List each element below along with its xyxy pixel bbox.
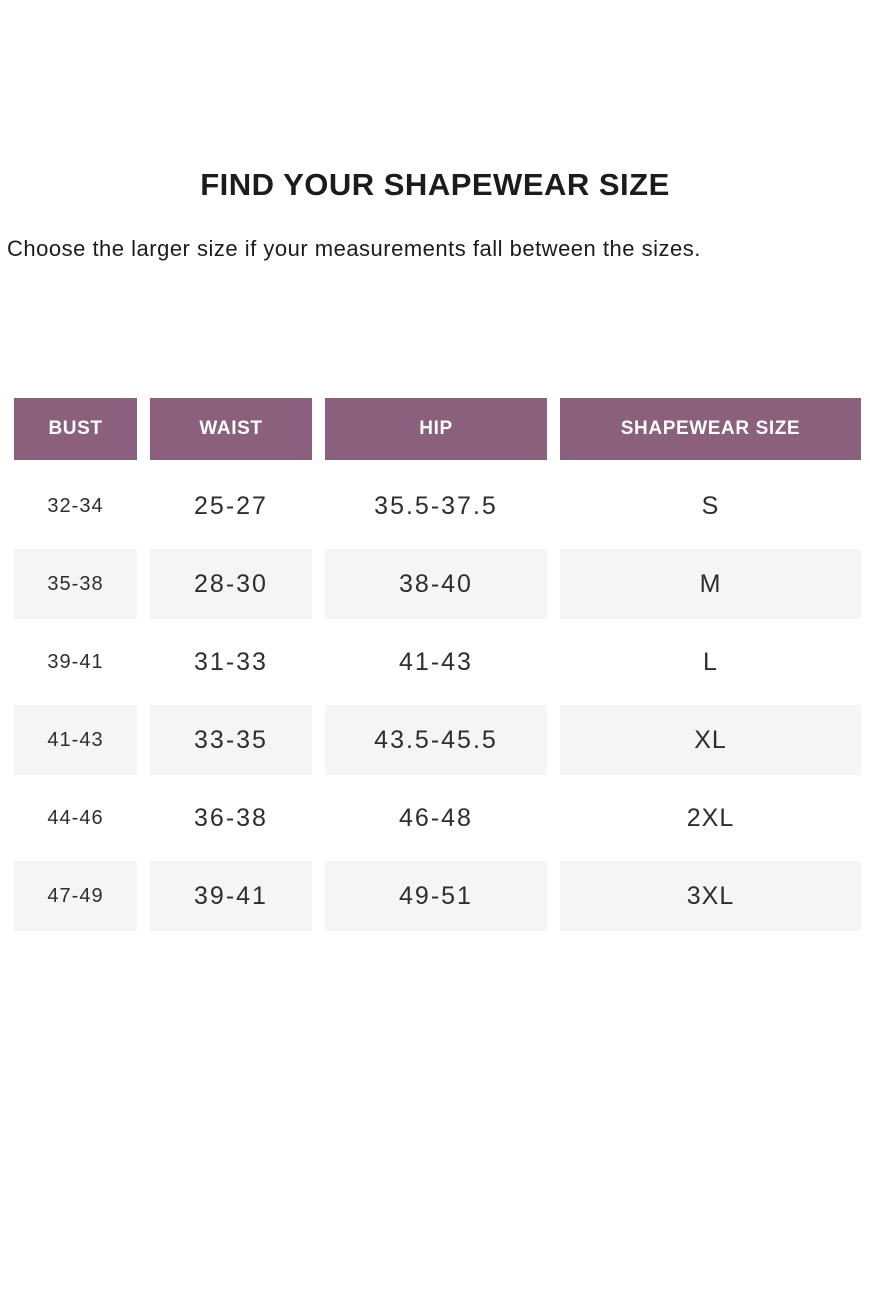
table-row [14, 545, 861, 623]
hip-cell: 49-51 [325, 861, 547, 931]
size-chart-table [14, 398, 861, 935]
waist-cell: 36-38 [194, 803, 268, 832]
hip-cell: 41-43 [399, 647, 473, 676]
column-header-waist: WAIST [150, 398, 312, 460]
size-cell: S [701, 491, 720, 520]
table-row [14, 857, 861, 935]
hip-cell: 43.5-45.5 [325, 705, 547, 775]
bust-cell: 44-46 [47, 806, 104, 829]
hip-cell: 38-40 [325, 549, 547, 619]
table-row [14, 623, 861, 701]
size-cell: 3XL [560, 861, 861, 931]
hip-cell: 35.5-37.5 [374, 491, 498, 520]
page-title: FIND YOUR SHAPEWEAR SIZE [200, 167, 670, 202]
table-row [14, 701, 861, 779]
table-header-row [14, 398, 861, 460]
column-header-hip: HIP [325, 398, 547, 460]
bust-cell: 35-38 [14, 549, 137, 619]
size-cell: M [560, 549, 861, 619]
size-cell: XL [560, 705, 861, 775]
column-header-shapewear-size: SHAPEWEAR SIZE [560, 398, 861, 460]
bust-cell: 32-34 [47, 494, 104, 517]
size-cell: L [703, 647, 718, 676]
column-header-bust: BUST [14, 398, 137, 460]
waist-cell: 25-27 [194, 491, 268, 520]
waist-cell: 39-41 [150, 861, 312, 931]
bust-cell: 41-43 [14, 705, 137, 775]
table-body [14, 467, 861, 935]
waist-cell: 28-30 [150, 549, 312, 619]
hip-cell: 46-48 [399, 803, 473, 832]
waist-cell: 33-35 [150, 705, 312, 775]
page-subtitle: Choose the larger size if your measurements fall between the sizes. [7, 236, 701, 261]
bust-cell: 47-49 [14, 861, 137, 931]
table-row [14, 467, 861, 545]
bust-cell: 39-41 [47, 650, 104, 673]
size-cell: 2XL [686, 803, 735, 832]
waist-cell: 31-33 [194, 647, 268, 676]
table-row [14, 779, 861, 857]
